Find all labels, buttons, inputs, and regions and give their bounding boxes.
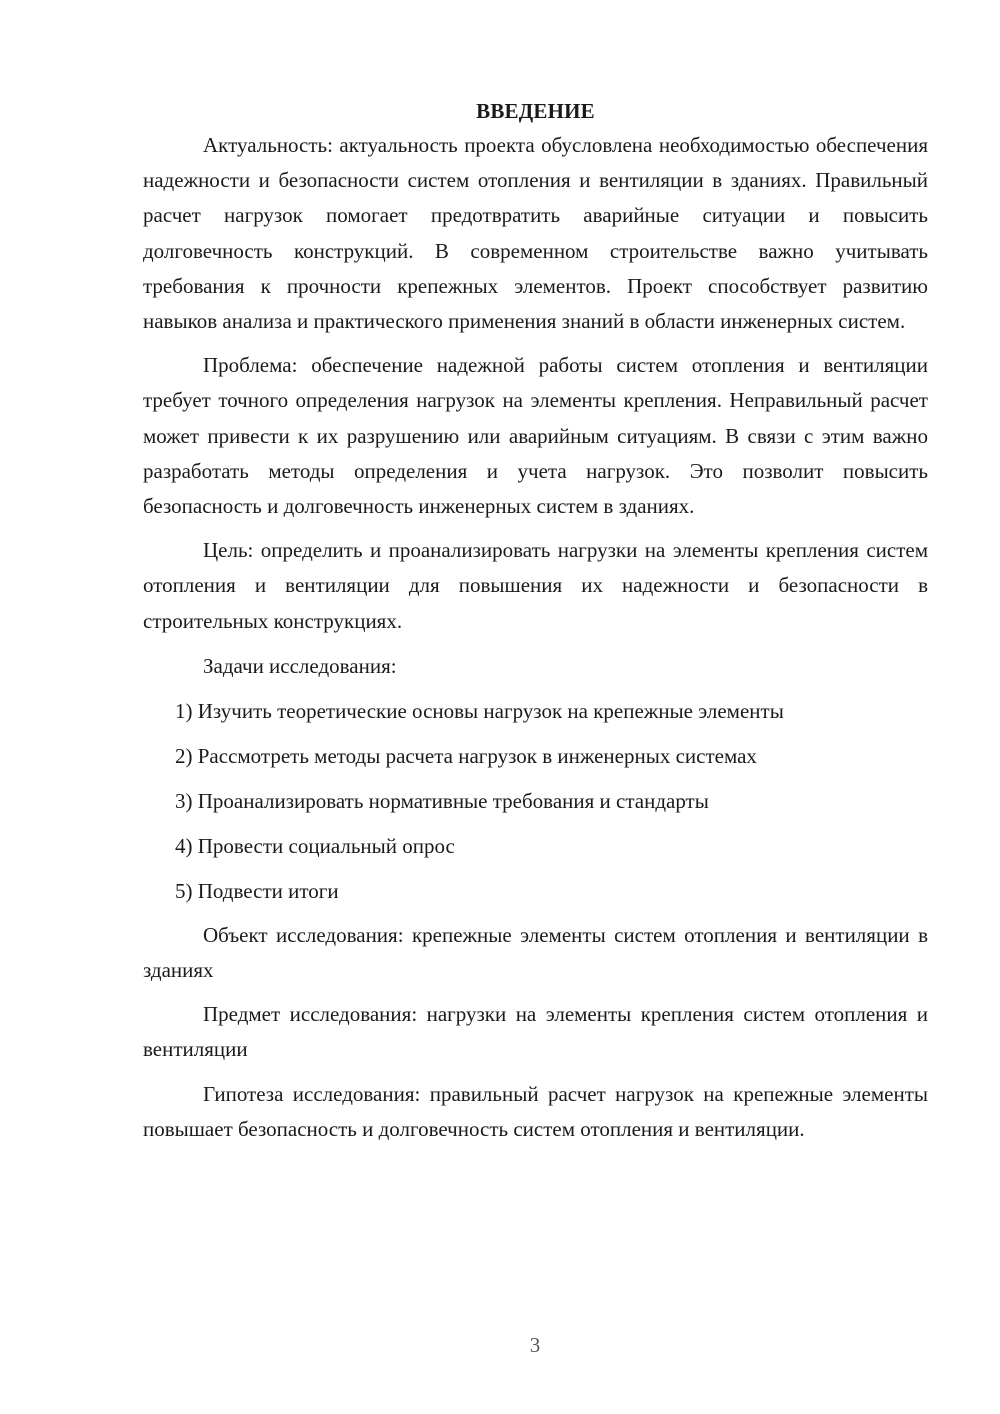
subject-paragraph: Предмет исследования: нагрузки на элементы крепления систем отопления и вентиляции: [143, 1002, 928, 1062]
document-page: [143, 94, 928, 1147]
task-item: 1) Изучить теоретические основы нагрузок на крепежные элементы: [175, 698, 784, 723]
hypothesis-paragraph: Гипотеза исследования: правильный расчет нагрузок на крепежные элементы повышает безопасность и долговечность систем отопления и вентиляции.: [143, 1081, 928, 1141]
object-paragraph: Объект исследования: крепежные элементы систем отопления и вентиляции в зданиях: [143, 922, 928, 983]
relevance-paragraph: Актуальность: актуальность проекта обусловлена необходимостью обеспечения надежности и безопасности систем отопления и вентиляции в зданиях. Правильный расчет нагрузок помогает предотвратить аварийные ситуации и повысить долговечность конструкций. В современном строительстве важно учитывать требования к прочности крепежных элементов. Проект способствует развитию навыков анализа и практического применения знаний в области инженерных систем.: [143, 133, 928, 334]
page-number: 3: [529, 1333, 541, 1357]
page-title: ВВЕДЕНИЕ: [476, 99, 595, 123]
task-item: 2) Рассмотреть методы расчета нагрузок в инженерных системах: [175, 743, 757, 768]
problem-paragraph: Проблема: обеспечение надежной работы систем отопления и вентиляции требует точного определения нагрузок на элементы крепления. Неправильный расчет может привести к их разрушению или аварийным ситуациям. В связи с этим важно разработать методы определения и учета нагрузок. Это позволит повысить безопасность и долговечность инженерных систем в зданиях.: [143, 353, 928, 519]
task-item: 4) Провести социальный опрос: [175, 833, 455, 858]
task-item: 3) Проанализировать нормативные требования и стандарты: [175, 788, 709, 813]
goal-paragraph: Цель: определить и проанализировать нагрузки на элементы крепления систем отопления и вентиляции для повышения их надежности и безопасности в строительных конструкциях.: [143, 538, 928, 633]
tasks-list: [143, 694, 928, 909]
tasks-heading: Задачи исследования:: [203, 653, 397, 678]
task-item: 5) Подвести итоги: [175, 878, 339, 903]
